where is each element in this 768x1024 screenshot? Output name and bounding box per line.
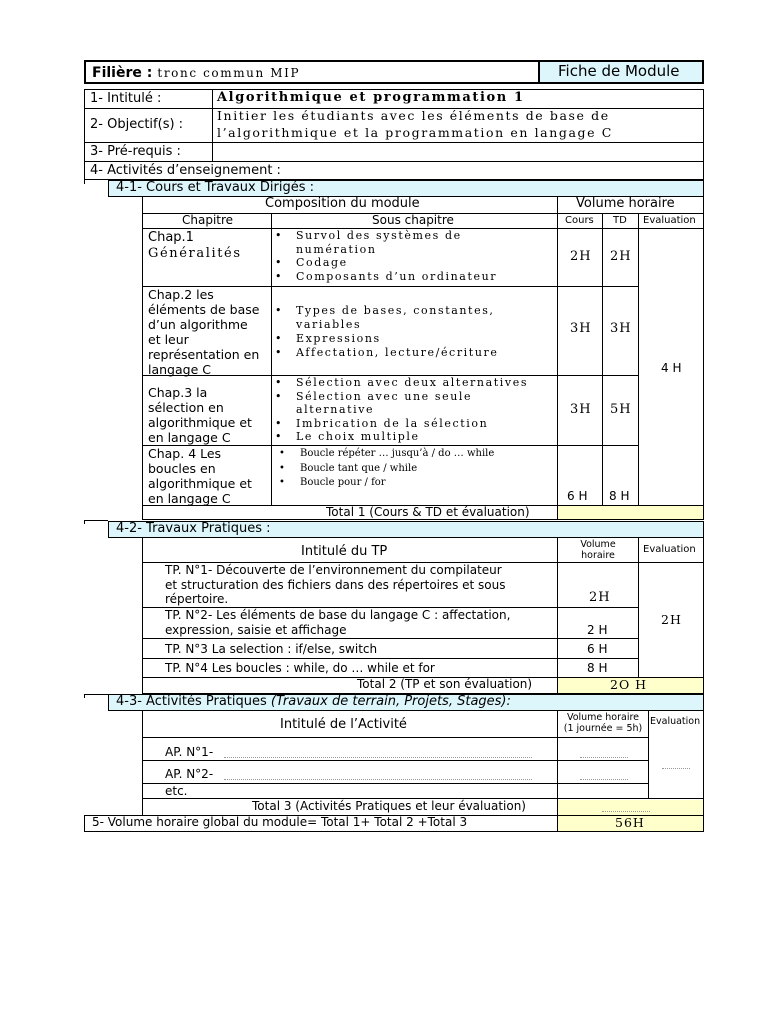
chap3-items (272, 376, 528, 444)
ap-header-rule (142, 737, 648, 738)
chap3-item-cont (272, 403, 528, 417)
tp-col-volume-line: horaire (581, 550, 615, 561)
tp-row-3: TP. N°3 La selection : if/else, switch (165, 642, 378, 656)
tp-row-line: et structuration des fichiers dans des répertoires et sous (165, 577, 506, 592)
ap-total-value-box (558, 800, 703, 815)
info-row-divider-3 (84, 161, 704, 162)
chap1-item: • Survol des systèmes de (272, 229, 497, 243)
tp-row-3-volume: 6 H (587, 642, 608, 656)
chap3-title-line: sélection en (148, 400, 224, 415)
chap2-title-line: Chap.2 les (148, 287, 214, 302)
tp-row-rule-2 (142, 638, 638, 639)
ap-section-title-main: 4-3- Activités Pratiques (116, 694, 267, 709)
objectif-label: 2- Objectif(s) : (90, 117, 184, 132)
chap2-title-line: et leur (148, 332, 189, 347)
col-cours: Cours (565, 215, 594, 226)
cours-col-line-3 (602, 213, 603, 506)
ap-total-label: Total 3 (Activités Pratiques et leur évaluation) (252, 799, 526, 813)
prerequis-label: 3- Pré-requis : (90, 144, 181, 159)
chap3-item: • Imbrication de la sélection (272, 417, 528, 431)
objectif-line-2: l’algorithmique et la programmation en langage C (217, 125, 613, 140)
tp-col-line-2 (638, 537, 639, 678)
chap3-item-text: alternative (296, 403, 375, 417)
tp-row-line: TP. N°1- Découverte de l’environnement du compilateur (165, 563, 502, 577)
tp-row-line: expression, saisie et affichage (165, 623, 347, 637)
chap2-title-line: éléments de base (148, 302, 260, 317)
chap4-title-line: en langage C (148, 491, 231, 506)
intitule-value: Algorithmique et programmation 1 (217, 90, 525, 105)
cours-total-label: Total 1 (Cours & TD et évaluation) (326, 505, 530, 519)
tp-section-title: 4-2- Travaux Pratiques : (116, 521, 271, 536)
chap1-items (272, 229, 497, 283)
cours-evaluation-value: 4 H (661, 361, 682, 375)
filiere-value: tronc commun MIP (157, 66, 301, 80)
ap-row-1-label: AP. N°1- (165, 745, 214, 759)
chap1-title-line: Chap.1 (148, 230, 194, 245)
chap2-cours: 3H (570, 321, 592, 336)
chap4-title-line: boucles en (148, 461, 216, 476)
chap3-item: • Sélection avec une seule (272, 390, 528, 404)
objectif-line-1: Initier les étudiants avec les éléments de base de (217, 108, 610, 123)
chap1-title (148, 230, 242, 262)
tp-col-volume-line: Volume (580, 539, 616, 550)
activites-label: 4- Activités d’enseignement : (90, 163, 281, 178)
chap1-td: 2H (610, 249, 632, 264)
tp-total-value: 2O H (610, 677, 648, 692)
tp-row-2-volume: 2 H (587, 623, 608, 637)
chap3-title-line: algorithmique et (148, 415, 252, 430)
tp-col-evaluation: Evaluation (643, 544, 696, 555)
global-label: 5- Volume horaire global du module= Total 1+ Total 2 +Total 3 (92, 815, 468, 829)
chap2-item: • Affectation, lecture/écriture (272, 346, 498, 360)
ap-row-3-label: etc. (165, 784, 188, 798)
tp-row-1 (165, 563, 506, 607)
chap3-cours: 3H (570, 402, 592, 417)
chap4-item: • Boucle pour / for (276, 476, 494, 491)
cours-col-line-2 (557, 196, 558, 520)
tp-total-label: Total 2 (TP et son évaluation) (357, 677, 533, 691)
ap-col-volume (558, 712, 648, 734)
cours-total-value (558, 506, 703, 519)
ap-row-1-dots (224, 757, 532, 758)
chap2-td: 3H (610, 321, 632, 336)
chap2-item: • Expressions (272, 332, 498, 346)
section-left-rule (84, 180, 85, 184)
info-col-divider (212, 89, 213, 161)
chap1-item-text: numération (296, 242, 377, 256)
chap4-items (276, 447, 494, 491)
chap1-item: • Composants d’un ordinateur (272, 270, 497, 284)
chap4-title (148, 446, 252, 506)
tp-col-volume (558, 539, 638, 561)
ap-total-dots (602, 811, 650, 812)
chap3-item: • Le choix multiple (272, 430, 528, 444)
chap2-title-line: langage C (148, 362, 211, 377)
global-value: 56H (615, 815, 645, 830)
ap-row-2-dots (224, 779, 532, 780)
tp-row-4-volume: 8 H (587, 661, 608, 675)
col-td: TD (613, 215, 627, 226)
tp-row-2 (165, 608, 510, 638)
volume-header: Volume horaire (576, 196, 675, 211)
cours-col-line-4 (638, 213, 639, 506)
ap-col-intitule: Intitulé de l’Activité (280, 717, 407, 732)
chap2-items (272, 304, 498, 360)
cours-section-title: 4-1- Cours et Travaux Dirigés : (116, 180, 314, 195)
intitule-label: 1- Intitulé : (90, 91, 162, 106)
chap1-item: • Codage (272, 256, 497, 270)
chap4-title-line: algorithmique et (148, 476, 252, 491)
chap4-cours: 6 H (567, 489, 588, 503)
tp-row-rule-3 (142, 658, 638, 659)
chap3-td: 5H (610, 402, 632, 417)
ap-row-1-vol-dots (580, 757, 628, 758)
chap2-item-cont (272, 318, 498, 332)
ap-top-rule (84, 694, 108, 695)
ap-section-title-italic: (Travaux de terrain, Projets, Stages): (270, 694, 511, 709)
ap-col-volume-line: Volume horaire (566, 712, 640, 723)
ap-left-rule (84, 694, 85, 698)
tp-row-1-volume: 2H (589, 590, 611, 605)
chap2-item: • Types de bases, constantes, (272, 304, 498, 318)
ap-col-volume-line: (1 journée = 5h) (563, 723, 643, 734)
chap1-cours: 2H (570, 249, 592, 264)
chap4-title-line: Chap. 4 Les (148, 446, 222, 461)
tp-col-intitule: Intitulé du TP (301, 544, 388, 559)
col-evaluation: Evaluation (643, 215, 696, 226)
chap2-title-line: représentation en (148, 347, 260, 362)
filiere-line (92, 63, 300, 81)
composition-header: Composition du module (265, 196, 420, 211)
chap2-title-line: d’un algorithme (148, 317, 248, 332)
chap4-td: 8 H (609, 489, 630, 503)
ap-row-2-label: AP. N°2- (165, 767, 214, 781)
col-chapitre: Chapitre (182, 213, 234, 227)
ap-evaluation-dots (662, 768, 690, 769)
ap-section-title (116, 695, 511, 710)
chap3-title (148, 385, 252, 445)
ap-row-rule-2 (142, 783, 648, 784)
ap-row-rule-1 (142, 760, 648, 761)
tp-row-4: TP. N°4 Les boucles : while, do … while et for (165, 661, 435, 675)
chap2-title (148, 287, 259, 377)
tp-top-rule (84, 520, 108, 521)
tp-row-line: TP. N°2- Les éléments de base du langage C : affectation, (165, 608, 511, 622)
ap-col-line-2 (648, 710, 649, 799)
chap3-title-line: en langage C (148, 430, 231, 445)
tp-evaluation-value: 2H (661, 612, 682, 627)
chap2-item-text: variables (296, 318, 362, 331)
chap3-title-line: Chap.3 la (148, 385, 208, 400)
page-title: Fiche de Module (558, 62, 680, 80)
col-sous-chapitre: Sous chapitre (372, 213, 454, 227)
tp-row-line: répertoire. (165, 592, 229, 606)
chap4-item: • Boucle tant que / while (276, 462, 494, 477)
ap-col-evaluation: Evaluation (650, 716, 701, 727)
chap4-item: • Boucle répéter … jusqu’à / do … while (276, 447, 494, 462)
chap1-title-line: Généralités (148, 246, 242, 261)
filiere-label: Filière : (92, 65, 153, 81)
chap1-item-cont (272, 243, 497, 257)
chap3-item: • Sélection avec deux alternatives (272, 376, 528, 390)
info-row-divider-2 (84, 142, 704, 143)
ap-row-2-vol-dots (580, 779, 628, 780)
